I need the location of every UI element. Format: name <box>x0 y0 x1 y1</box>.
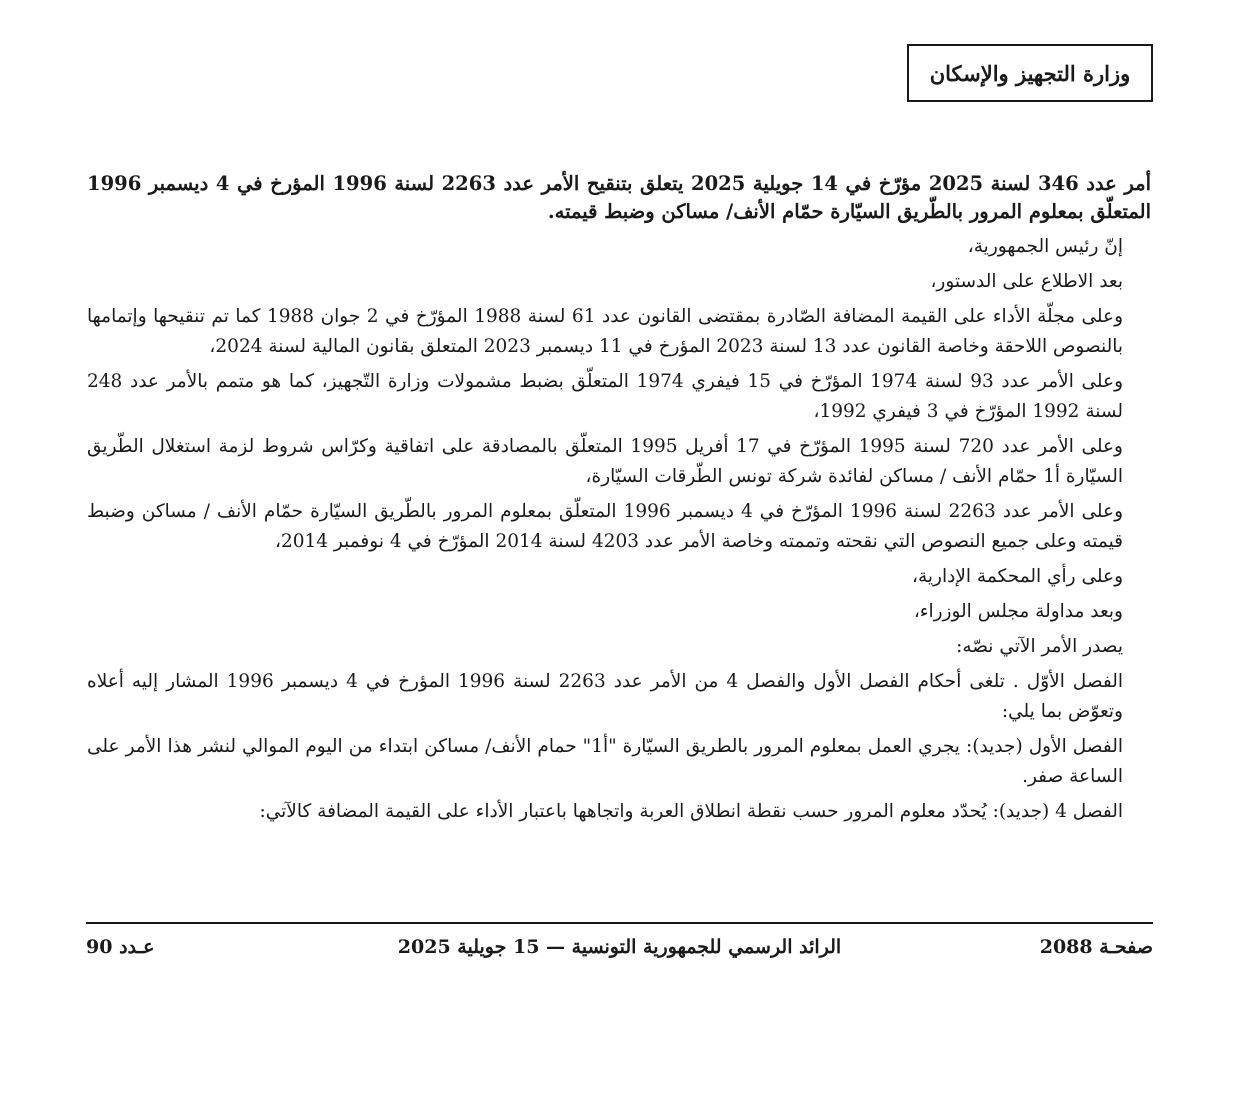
issue-number: عـدد 90 <box>86 936 155 958</box>
paragraph-constitution: بعد الاطلاع على الدستور، <box>930 271 1123 292</box>
paragraph-administrative-court: وعلى رأي المحكمة الإدارية، <box>912 566 1123 587</box>
article-4-new: الفصل 4 (جديد): يُحدّد معلوم المرور حسب نقطة انطلاق العربة واتجاهها باعتبار الأداء على القيمة المضافة كالآتي: <box>259 801 1123 822</box>
page-number: صفحـة 2088 <box>1039 936 1153 958</box>
decree-title: أمر عدد 346 لسنة 2025 مؤرّخ في 14 جويلية 2025 يتعلق بتنقيح الأمر عدد 2263 لسنة 1996 المؤرخ في 4 ديسمبر 1996 المتعلّق بمعلوم المرور بالطّريق السيّارة حمّام الأنف/ مساكن وضبط قيمته. <box>87 172 1152 223</box>
paragraph-decree-2263: وعلى الأمر عدد 2263 لسنة 1996 المؤرّخ في 4 ديسمبر 1996 المتعلّق بمعلوم المرور بالطّريق السيّارة حمّام الأنف / مساكن وضبط قيمته وعلى جميع النصوص التي نقحته وتممته وخاصة الأمر عدد 4203 لسنة 2014 المؤرّخ في 4 نوفمبر 2014، <box>87 501 1124 552</box>
paragraph-decree-93: وعلى الأمر عدد 93 لسنة 1974 المؤرّخ في 15 فيفري 1974 المتعلّق بضبط مشمولات وزارة التّجهيز، كما هو متمم بالأمر عدد 248 لسنة 1992 المؤرّخ في 3 فيفري 1992، <box>87 371 1123 422</box>
page-footer <box>86 936 1153 966</box>
footer-rule <box>86 922 1153 924</box>
paragraph-decree-720: وعلى الأمر عدد 720 لسنة 1995 المؤرّخ في 17 أفريل 1995 المتعلّق بالمصادقة على اتفاقية وكرّاس شروط لزمة استغلال الطّريق السيّارة أ1 حمّام الأنف / مساكن لفائدة شركة تونس الطّرقات السيّارة، <box>87 436 1123 487</box>
paragraph-vat-code: وعلى مجلّة الأداء على القيمة المضافة الصّادرة بمقتضى القانون عدد 61 لسنة 1988 المؤرّخ في 2 جوان 1988 كما تم تنقيحها وإتمامها بالنصوص اللاحقة وخاصة القانون عدد 13 لسنة 2023 المؤرخ في 11 ديسمبر 2023 المتعلق بقانون المالية لسنة 2024، <box>87 306 1124 357</box>
paragraph-issues-decree: يصدر الأمر الآتي نصّه: <box>956 636 1123 657</box>
paragraph-president: إنّ رئيس الجمهورية، <box>967 236 1123 257</box>
paragraph-council-ministers: وبعد مداولة مجلس الوزراء، <box>913 601 1123 622</box>
article-1-new: الفصل الأول (جديد): يجري العمل بمعلوم المرور بالطريق السيّارة "أ1" حمام الأنف/ مساكن ابتداء من اليوم الموالي لنشر هذا الأمر على الساعة صفر. <box>87 736 1123 787</box>
journal-title: الرائد الرسمي للجمهورية التونسية — 15 جويلية 2025 <box>397 936 842 958</box>
ministry-name: وزارة التجهيز والإسكان <box>929 60 1131 86</box>
article-1: الفصل الأوّل . تلغى أحكام الفصل الأول والفصل 4 من الأمر عدد 2263 لسنة 1996 المؤرخ في 4 ديسمبر 1996 المشار إليه أعلاه وتعوّض بما يلي: <box>87 671 1123 722</box>
decree-body <box>87 170 1151 832</box>
ministry-header-box <box>907 44 1153 102</box>
